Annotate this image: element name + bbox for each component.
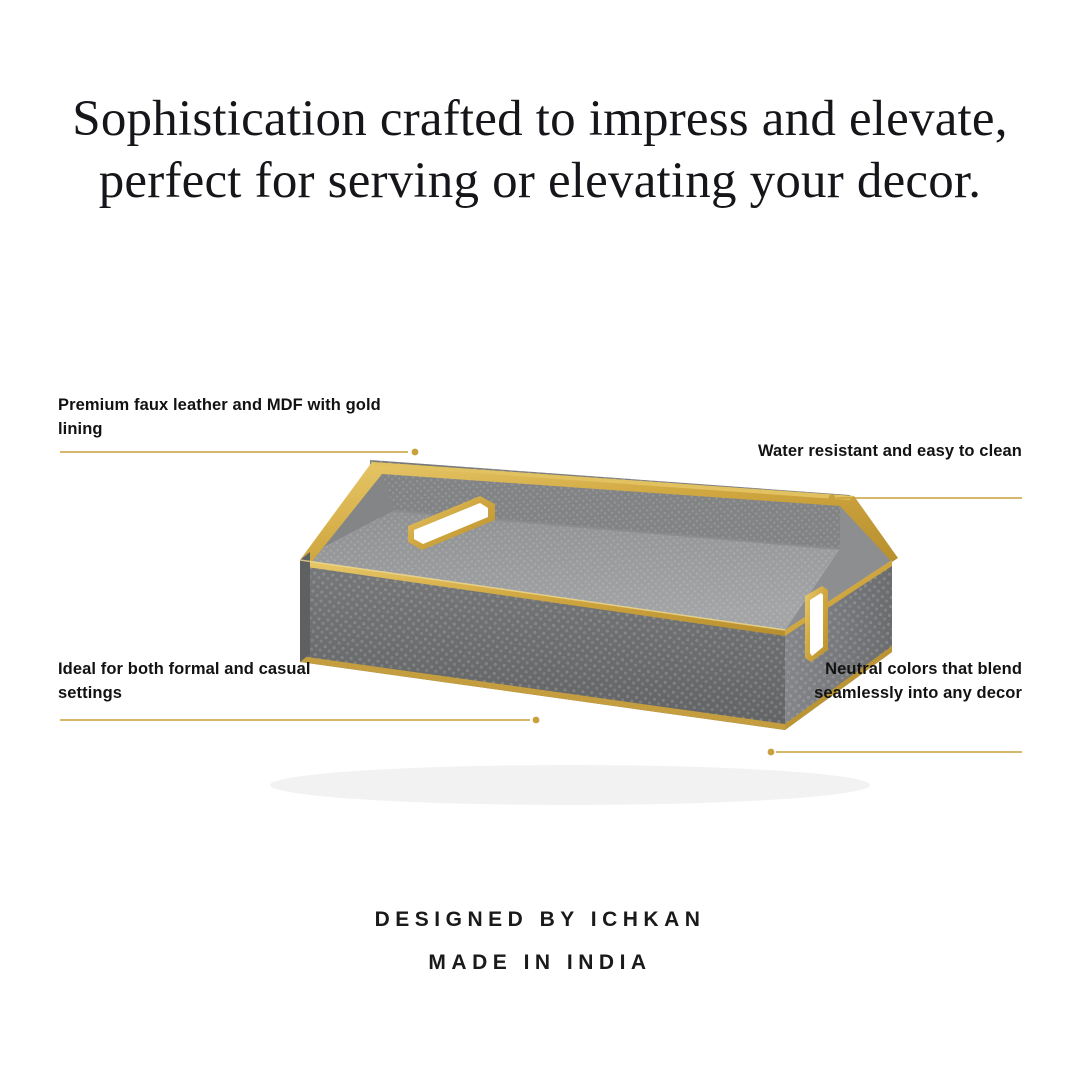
page-title: Sophistication crafted to impress and elevate, perfect for serving or elevating your decor. [72, 91, 1008, 210]
callout-ideal-settings: Ideal for both formal and casual settings [58, 660, 311, 702]
callout-premium-faux-leather: Premium faux leather and MDF with gold lining [58, 396, 381, 438]
tray-handle-right [805, 586, 828, 662]
footer [0, 908, 1080, 994]
callout-neutral-colors: Neutral colors that blend seamlessly into any decor [814, 660, 1022, 702]
footer-designed-by: DESIGNED BY ICHKAN [374, 908, 706, 931]
callout-water-resistant: Water resistant and easy to clean [757, 442, 1022, 460]
footer-made-in: MADE IN INDIA [428, 951, 652, 974]
